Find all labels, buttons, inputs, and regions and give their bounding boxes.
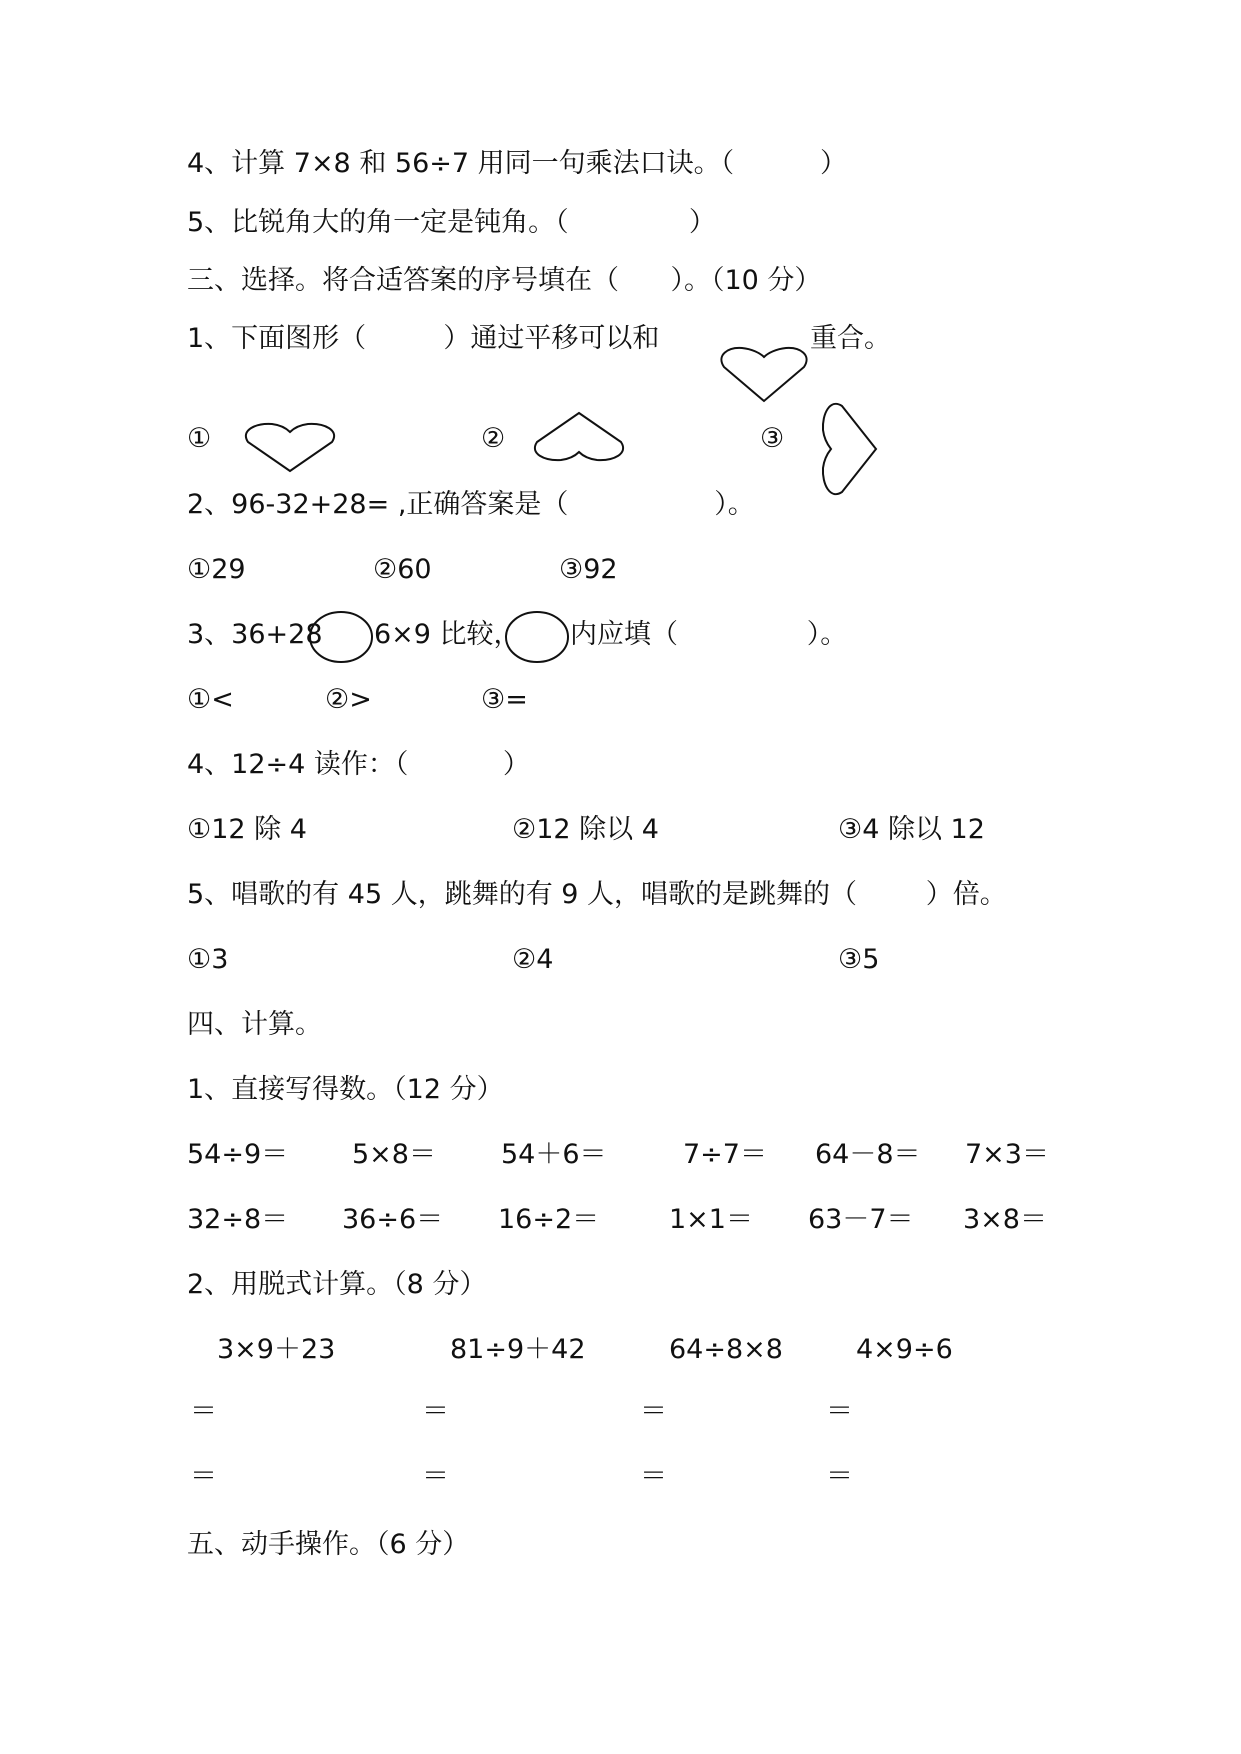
- choice-q5-opt2: ②4: [512, 944, 554, 975]
- heart-option-1-shape: [242, 422, 338, 474]
- equals-sign: ＝: [826, 1396, 853, 1427]
- compare-circle-1: [308, 610, 374, 664]
- mental-math-item: 63－7＝: [808, 1204, 914, 1235]
- choice-q2-opt1: ①29: [187, 554, 246, 585]
- equals-sign: ＝: [640, 1396, 667, 1427]
- mental-math-item: 7÷7＝: [683, 1139, 767, 1170]
- mental-math-item: 54＋6＝: [501, 1139, 607, 1170]
- choice-q2-opt3: ③92: [559, 554, 618, 585]
- choice-q1-stem: 1、下面图形（ ）通过平移可以和: [187, 323, 660, 354]
- section-3-heading: 三、选择。将合适答案的序号填在（ ）。（10 分）: [187, 265, 822, 296]
- choice-q5-opt1: ①3: [187, 944, 229, 975]
- mental-math-item: 32÷8＝: [187, 1204, 289, 1235]
- compare-circle-2: [504, 610, 570, 664]
- mental-math-item: 36÷6＝: [342, 1204, 444, 1235]
- calc-part2-title: 2、用脱式计算。（8 分）: [187, 1269, 487, 1300]
- equals-sign: ＝: [422, 1396, 449, 1427]
- choice-q4-opt2: ②12 除以 4: [512, 814, 659, 845]
- choice-q3-opt3: ③=: [481, 684, 528, 715]
- choice-q2-stem: 2、96-32+28= ,正确答案是（ ）。: [187, 489, 755, 520]
- choice-q3-stem-part2: 6×9 比较，: [374, 619, 521, 650]
- choice-q1-opt1: ①: [187, 423, 212, 454]
- mental-math-item: 3×8＝: [963, 1204, 1047, 1235]
- calc-part1-title: 1、直接写得数。（12 分）: [187, 1074, 504, 1105]
- stepwise-expression: 64÷8×8: [669, 1334, 783, 1365]
- choice-q2-opt2: ②60: [373, 554, 432, 585]
- equals-sign: ＝: [422, 1461, 449, 1492]
- mental-math-item: 54÷9＝: [187, 1139, 289, 1170]
- equals-sign: ＝: [190, 1396, 217, 1427]
- choice-q3-opt1: ①<: [187, 684, 234, 715]
- choice-q4-stem: 4、12÷4 读作：（ ）: [187, 749, 530, 780]
- mental-math-item: 1×1＝: [669, 1204, 753, 1235]
- section-4-heading: 四、计算。: [187, 1009, 322, 1040]
- heart-reference-shape: [718, 345, 810, 405]
- choice-q1-stem-end: 重合。: [810, 323, 891, 354]
- mental-math-item: 16÷2＝: [498, 1204, 600, 1235]
- choice-q5-opt3: ③5: [838, 944, 880, 975]
- mental-math-item: 7×3＝: [965, 1139, 1049, 1170]
- choice-q1-opt2: ②: [481, 423, 506, 454]
- equals-sign: ＝: [826, 1461, 853, 1492]
- mental-math-item: 5×8＝: [352, 1139, 436, 1170]
- section-5-heading: 五、动手操作。（6 分）: [187, 1529, 470, 1560]
- heart-option-2-shape: [531, 410, 627, 462]
- choice-q4-opt1: ①12 除 4: [187, 814, 307, 845]
- stepwise-expression: 4×9÷6: [856, 1334, 953, 1365]
- mental-math-item: 64－8＝: [815, 1139, 921, 1170]
- choice-q3-stem-part3: 内应填（ ）。: [570, 619, 848, 650]
- heart-option-3-shape: [820, 400, 880, 498]
- equals-sign: ＝: [640, 1461, 667, 1492]
- choice-q4-opt3: ③4 除以 12: [838, 814, 985, 845]
- choice-q1-opt3: ③: [760, 423, 785, 454]
- stepwise-expression: 3×9＋23: [217, 1334, 336, 1365]
- equals-sign: ＝: [190, 1461, 217, 1492]
- stepwise-expression: 81÷9＋42: [450, 1334, 586, 1365]
- choice-q3-opt2: ②>: [325, 684, 372, 715]
- judge-q5: 5、比锐角大的角一定是钝角。（ ）: [187, 207, 716, 238]
- judge-q4: 4、计算 7×8 和 56÷7 用同一句乘法口诀。（ ）: [187, 148, 847, 179]
- choice-q3-stem-part1: 3、36+28: [187, 619, 323, 650]
- choice-q5-stem: 5、唱歌的有 45 人，跳舞的有 9 人，唱歌的是跳舞的（ ）倍。: [187, 879, 1007, 910]
